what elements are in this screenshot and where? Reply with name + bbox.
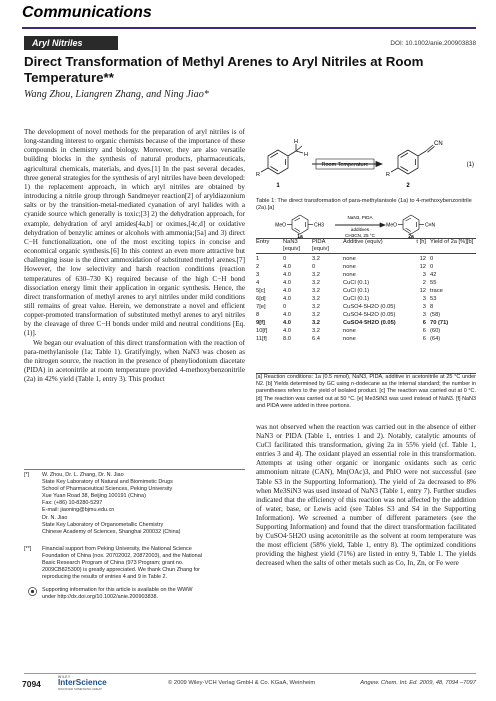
equation-number: (1) — [466, 162, 474, 168]
table-cell: 3.2 — [312, 287, 320, 294]
footnote-line: School of Pharmaceutical Sciences, Peking University — [42, 486, 173, 493]
footnote-body — [42, 546, 245, 581]
table-cell: 3 — [422, 271, 426, 278]
logo-tagline: DISCOVER SOMETHING GREAT — [58, 687, 102, 691]
author-list: Wang Zhou, Liangren Zhang, and Ning Jiao* — [24, 89, 209, 100]
compound-label-2: 2 — [406, 183, 410, 189]
table-cell: none — [343, 336, 356, 343]
table-scheme-meo: MeO — [275, 222, 286, 229]
table-scheme-label-2a: 2a — [408, 234, 414, 238]
table-cell: 3.2 — [312, 319, 320, 326]
table-cell: (64) — [430, 336, 441, 343]
table-cell: 3.2 — [312, 303, 320, 310]
table-header-cell: Yield of 2a [%][b] — [430, 239, 474, 245]
table-body — [256, 255, 476, 344]
footnote-line: Foundation of China (nos. 20702002, 20872003), and the National — [42, 553, 202, 560]
table-cell: 11[f] — [256, 336, 267, 343]
table-cell: 8 — [430, 303, 434, 310]
scheme-r-left: R — [256, 172, 260, 178]
scheme-h-label: H — [294, 139, 298, 145]
table-cell: 4.0 — [283, 287, 291, 294]
table-row — [256, 287, 476, 295]
table-row — [256, 303, 476, 311]
table-row — [256, 319, 476, 327]
table-cell: 8 — [256, 311, 260, 318]
footnote-supporting-info[interactable] — [24, 587, 245, 601]
table-cell: none — [343, 328, 356, 335]
logo-name: InterScience — [58, 678, 107, 687]
table-cell: 4 — [256, 279, 260, 286]
table-cell: 3.2 — [312, 271, 320, 278]
table-cell: 3.2 — [312, 328, 320, 335]
results-table — [256, 239, 476, 343]
footnote-body — [42, 587, 245, 601]
table-cell: 4.0 — [283, 271, 291, 278]
table-header-cell: Additive (equiv) — [343, 239, 383, 245]
article-title: Direct Transformation of Methyl Arenes to Aryl Nitriles at Room Temperature** — [24, 54, 424, 85]
footnote-line: Basic Research Program of China (973 Program; grant no. — [42, 560, 184, 567]
table-cell: (58) — [430, 311, 441, 318]
table-cell: 5[c] — [256, 287, 266, 294]
table-cell: 0 — [283, 303, 287, 310]
body-left-column — [24, 128, 245, 384]
table-cell: 2 — [256, 263, 260, 270]
table-scheme-conditions: CH3CN, 25 °C — [345, 233, 375, 238]
table-cell: 7[e] — [256, 303, 266, 310]
table-cell: none — [343, 263, 356, 270]
table-cell: CuCl (0.1) — [343, 279, 370, 286]
table-cell: 3 — [422, 311, 426, 318]
footnote-line: Dr. N. Jiao — [42, 514, 68, 521]
footnote-funding — [24, 546, 245, 581]
section-header: Communications — [22, 4, 152, 21]
footnote-rule — [24, 469, 245, 470]
table-cell: 3 — [422, 303, 426, 310]
footnote-line: 2009CB825300) is greatly appreciated. We thank Chun Zhang for — [42, 567, 200, 574]
table-reaction-scheme — [256, 212, 476, 238]
footnote-mark: [**] — [24, 546, 32, 552]
table-cell: 4.0 — [283, 279, 291, 286]
table-cell: 1 — [256, 255, 260, 262]
footnote-line: Chinese Academy of Sciences, Shanghai 200032 (China) — [42, 528, 181, 535]
table-cell: 70 (71) — [430, 319, 449, 326]
table-cell: 12 — [419, 255, 426, 262]
table-cell: CuSO4·5H2O (0.05) — [343, 319, 396, 326]
journal-citation: Angew. Chem. Int. Ed. 2009, 48, 7094 –7097 — [360, 680, 476, 686]
table-row — [256, 311, 476, 319]
table-scheme-additives: additives — [350, 227, 370, 232]
table-cell: 6.4 — [312, 336, 320, 343]
table-cell: 3.2 — [312, 279, 320, 286]
table-cell: 4.0 — [283, 319, 291, 326]
table-row — [256, 327, 476, 335]
body-paragraph: The development of novel methods for the preparation of aryl nitriles is of long-standing interest to organic chemists because of the importance of these compounds in chemistry and biology. Moreover, they are also versatile building blocks in the synthesis of natural products, pharmaceuticals, agricultural chemicals, materials, and dyes.[1] In the past several decades, three general strategies for the synthesis of aryl nitriles have been developed: 1) the replacement approach, in which aryl nitriles are obtained by introducing a nitrile group through Sandmeyer reaction[2] of aryldiazonium salts or by the transition-metal-mediated cyanation of aryl halides with a cyanide source which generally is toxic;[3] 2) the dehydration approach, for example, dehydration of aryl amides[4a,b] or oximes,[4c,d] or oxidative dehydration of benzylic amines or alcohols with ammonia;[5a] and 3) direct C−H functionalization, one of the most exciting topics in concise and economical organic synthesis.[6] In this context an even more attractive but challenging issue is the direct ammoxidation of substituted methyl arenes.[7] However, the low selectivity and harsh reaction conditions (reaction temperatures of 630–730 K) required because of the high C−H bond dissociation energy limit their application in organic synthesis. Hence, the direct transformation of methyl arenes to aryl nitriles under mild conditions still remains of great value. Herein, we demonstrate a novel and efficient copper-promoted transformation of substituted methyl arenes to aryl nitriles by the cleavage of three C−H bonds under mild and neutral conditions [Eq. (1)]. — [24, 128, 245, 338]
table-cell: 4.0 — [283, 311, 291, 318]
table-cell: 6 — [422, 328, 426, 335]
table-cell: 0 — [312, 263, 316, 270]
table-cell: 12 — [419, 287, 426, 294]
table-cell: 3 — [256, 271, 260, 278]
table-scheme-meo-product: MeO — [386, 222, 397, 229]
table-cell: 3.2 — [312, 295, 320, 302]
footnote-affiliation — [24, 472, 245, 536]
table-header-rule — [256, 253, 476, 254]
table-header-cell: PIDA [equiv] — [312, 239, 329, 252]
table-row — [256, 263, 476, 271]
table-scheme-label-1a: 1a — [297, 234, 303, 238]
footnote-line: Financial support from Peking University, the National Science — [42, 546, 192, 552]
scheme-h-label: H — [304, 152, 308, 158]
footnote-line: State Key Laboratory of Natural and Biomimetic Drugs — [42, 479, 173, 486]
table-cell: none — [343, 255, 356, 262]
table-caption: Table 1: The direct transformation of para-methylanisole (1a) to 4-methoxybenzonitrile (2a).[a] — [256, 198, 472, 212]
reaction-scheme-eq1 — [256, 134, 476, 194]
footnote-mark: [*] — [24, 472, 30, 478]
footnote-line: reproducing the results of entries 4 and 9 in Table 2. — [42, 574, 168, 581]
compound-label-1: 1 — [276, 183, 280, 189]
table-cell: 6[d] — [256, 295, 266, 302]
footnote-line: State Key Laboratory of Organometallic Chemistry — [42, 521, 164, 528]
footnote-line: W. Zhou, Dr. L. Zhang, Dr. N. Jiao — [42, 472, 124, 478]
table-row — [256, 335, 476, 343]
table-row — [256, 279, 476, 287]
table-row — [256, 295, 476, 303]
benzene-ring-left — [268, 150, 288, 174]
logo-publisher: WILEY — [58, 675, 71, 679]
footnote-line: Xue Yuan Road 38, Beijing 100191 (China) — [42, 493, 146, 500]
table-cell: 3.2 — [312, 311, 320, 318]
table-cell: none — [343, 271, 356, 278]
table-notes: [a] Reaction conditions: 1a (0.5 mmol), NaN3, PIDA, additive in acetonitrile at 25 °C under N2. [b] Yields determined by GC using n-dodecane as the internal standard; the number in parentheses refers to the yield of isolated product. [c] The reaction was carried out at 0 °C. [d] The reaction was carried out at 50 °C. [e] Me3SiN3 was used instead of NaN3. [f] NaN3 and PIDA were added in three portions. — [256, 374, 476, 409]
supporting-info-icon — [28, 587, 37, 596]
table-cell: CuCl (0.1) — [343, 295, 370, 302]
table-cell: 4.0 — [283, 328, 291, 335]
table-header-cell: NaN3 [equiv] — [283, 239, 300, 252]
table-cell: 0 — [430, 263, 434, 270]
table-cell: CuSO4·5H2O (0.05) — [343, 311, 396, 318]
table-cell: 6 — [422, 336, 426, 343]
table-row — [256, 255, 476, 263]
table-cell: 6 — [422, 319, 426, 326]
table-cell: CuCl (0.1) — [343, 287, 370, 294]
footnote-line: Fax: (+86) 10-8280-5297 — [42, 500, 103, 507]
table-header-cell: t [h] — [416, 239, 426, 245]
section-tag: Aryl Nitriles — [24, 36, 118, 50]
table-cell: (60) — [430, 328, 441, 335]
footnote-body — [42, 472, 245, 536]
table-cell: 0 — [283, 255, 287, 262]
footnote-line: Supporting information for this article is available on the WWW — [42, 587, 193, 593]
footnote-line: E-mail: jiaoning@bjmu.edu.cn — [42, 507, 115, 514]
body-paragraph: We began our evaluation of this direct transformation with the reaction of para-methylanisole (1a; Table 1). Gratifyingly, when NaN3 was chosen as the nitrogen source, the reaction in the presence of phenyliodonium diacetate (PIDA) in acetonitrile at room temperature provided 4-methoxybenzonitrile (2a) in 42% yield (Table 1, entry 3). This product — [24, 338, 245, 384]
table-cell: 10[f] — [256, 328, 268, 335]
table-cell: 0 — [430, 255, 434, 262]
scheme-cn-label: CN — [434, 141, 443, 147]
table-scheme-ch3: CH3 — [314, 222, 325, 229]
footnote-line: under http://dx.doi.org/10.1002/anie.200903838. — [42, 594, 159, 601]
table-scheme-cn: C≡N — [425, 222, 436, 229]
table-cell: 55 — [430, 279, 437, 286]
table-cell: trace — [430, 287, 443, 294]
table-header-row — [256, 239, 476, 253]
copyright-notice: © 2009 Wiley-VCH Verlag GmbH & Co. KGaA, Weinheim — [168, 680, 316, 686]
table-cell: 2 — [422, 279, 426, 286]
doi-link[interactable]: DOI: 10.1002/anie.200903838 — [390, 40, 476, 47]
table-cell: 9[f] — [256, 319, 265, 326]
table-scheme-reagents: NaN3, PIDA — [347, 215, 373, 220]
interscience-logo — [58, 675, 118, 695]
table-cell: CuSO4·5H2O (0.05) — [343, 303, 396, 310]
table-cell: 3 — [422, 295, 426, 302]
table-cell: 3.2 — [312, 255, 320, 262]
table-cell: 12 — [419, 263, 426, 270]
page-number: 7094 — [22, 679, 41, 689]
footer-rule — [24, 673, 476, 674]
table-header-cell: Entry — [256, 239, 270, 245]
scheme-condition: Room Temperature — [321, 162, 369, 168]
table-cell: 8.0 — [283, 336, 291, 343]
header-rule — [22, 27, 476, 29]
table-cell: 53 — [430, 295, 437, 302]
scheme-r-right: R — [386, 172, 390, 178]
benzene-ring-right — [398, 150, 418, 174]
table-cell: 42 — [430, 271, 437, 278]
table-row — [256, 271, 476, 279]
table-cell: 4.0 — [283, 295, 291, 302]
body-right-column: was not observed when the reaction was carried out in the absence of either NaN3 or PIDA (Table 1, entries 1 and 2). Notably, catalytic amounts of CuCl facilitated this transformation, giving 2a in 55% yield (cf. Table 1, entries 3 and 4). The oxidant played an essential role in this transformation. Attempts at using other organic or inorganic oxidants such as ceric ammonium nitrate (CAN), Mn(OAc)3, and PhIO were not successful (see Table S3 in the Supporting Information). The yield of 2a decreased to 8% when Me3SiN3 was used instead of NaN3 (Table 1, entry 7). Further studies indicated that the efficiency of this reaction was not affected by the addition of water, base, or Lewis acid (see Tables S3 and S4 in the Supporting Information). We screened a number of different parameters (see the Supporting Information) and found that the direct transformation facilitated by CuSO4·5H2O using acetonitrile as the solvent at room temperature was the most efficient (58% yield, Table 1, entry 8). The optimized conditions providing the highest yield (71%) are listed in entry 9, Table 1. The yields decreased when the salts of other metals such as Co, In, Zn, or Fe were — [256, 423, 476, 568]
table-cell: 4.0 — [283, 263, 291, 270]
